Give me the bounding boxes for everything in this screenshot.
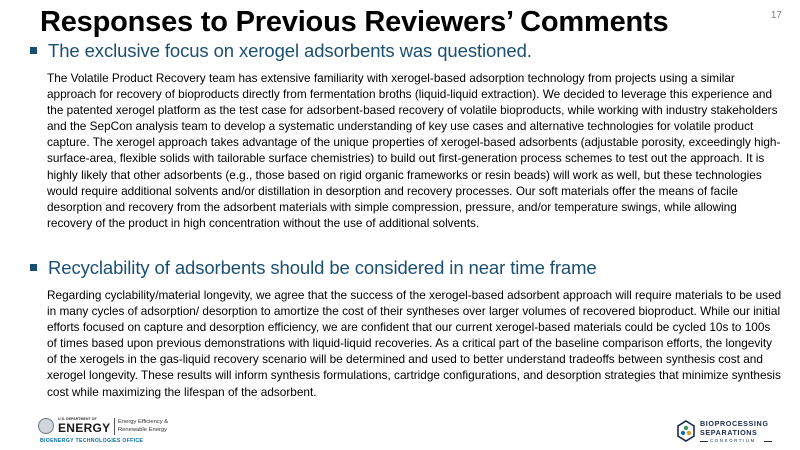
bioprocessing-separations-consortium-logo xyxy=(676,418,786,448)
square-bullet-icon xyxy=(30,47,37,54)
consortium-rule-right xyxy=(764,441,772,442)
consortium-emblem-icon xyxy=(676,420,696,442)
square-bullet-icon xyxy=(30,264,37,271)
consortium-line-1: BIOPROCESSING xyxy=(700,419,769,428)
consortium-line-3: CONSORTIUM xyxy=(710,438,756,443)
bullet-heading-recyclability xyxy=(30,257,597,279)
response-paragraph-xerogel: The Volatile Product Recovery team has extensive familiarity with xerogel-based adsorption technology from projects using a similar approach for recovery of bioproducts directly from fermentation broths (liquid-liquid extraction). We decided to leverage this experience and the patented xerogel platform as the test case for adsorbent-based recovery of volatile bioproducts, while working with industry stakeholders and the SepCon analysis team to develop a systematic understanding of key use cases and alternative technologies for volatile product capture. The xerogel approach takes advantage of the unique properties of xerogel-based adsorbents (adjustable porosity, exceedingly high-surface-area, flexible solids with tailorable surface chemistries) to build out first-generation process schemes to test out the approach. It is highly likely that other adsorbents (e.g., those based on rigid organic frameworks or resin beads) will work as well, but these technologies would require additional solvents and/or distillation in desorption and recovery processes. Our soft materials offer the means of facile desorption and recovery from the adsorbent materials with simple compression, pressure, and/or temperature swings, while allowing recovery of the product in high concentration without the use of additional solvents. xyxy=(47,71,781,230)
page-number: 17 xyxy=(770,10,782,21)
eere-line-1: Energy Efficiency & xyxy=(118,419,169,425)
doe-energy-wordmark: ENERGY xyxy=(58,421,111,435)
response-paragraph-recyclability: Regarding cyclability/material longevity, we agree that the success of the xerogel-based adsorbent approach will require materials to be used in many cycles of adsorption/ desorption to amortize the cost of their syntheses over larger volumes of recovered bioproduct. While our initial efforts focused on capture and desorption efficiency, we are confident that our current xerogel-based materials could be cycled 10s to 100s of times based upon previous demonstrations with liquid-liquid recoveries. As a critical part of the baseline comparison efforts, the longevity of the xerogels in the gas-liquid recovery scenario will be determined and used to better understand tradeoffs between synthesis cost and xerogel longevity. These results will inform synthesis formulations, cartridge configurations, and desorption strategies that minimize synthesis cost while maximizing the lifespan of the adsorbent. xyxy=(47,288,782,399)
logo-divider xyxy=(114,418,115,435)
bullet-heading-text: Recyclability of adsorbents should be considered in near time frame xyxy=(48,257,597,278)
consortium-line-2: SEPARATIONS xyxy=(700,428,758,437)
doe-eere-logo xyxy=(38,416,228,446)
doe-seal-icon xyxy=(38,418,54,434)
office-name: BIOENERGY TECHNOLOGIES OFFICE xyxy=(40,438,144,444)
bullet-heading-xerogel-focus xyxy=(30,40,532,62)
doe-small-text: U.S. DEPARTMENT OF xyxy=(58,417,97,421)
eere-line-2: Renewable Energy xyxy=(118,427,167,433)
slide-title: Responses to Previous Reviewers’ Comments xyxy=(40,6,669,38)
bullet-heading-text: The exclusive focus on xerogel adsorbents was questioned. xyxy=(48,40,532,61)
consortium-rule-left xyxy=(700,441,708,442)
